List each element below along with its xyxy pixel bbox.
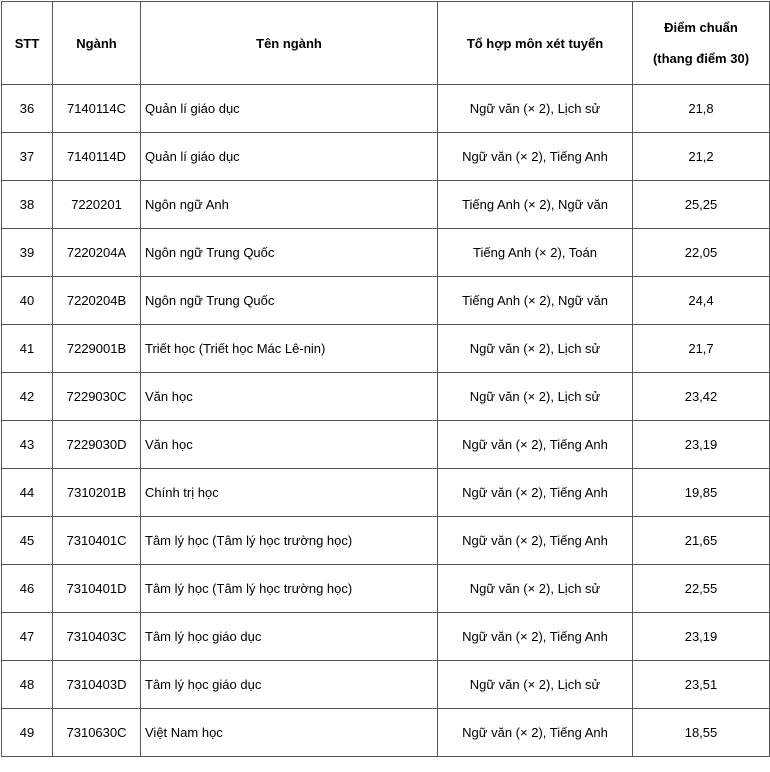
cell-stt: 48	[2, 661, 53, 709]
cell-stt: 45	[2, 517, 53, 565]
cell-score: 22,55	[633, 565, 770, 613]
cell-score: 21,8	[633, 85, 770, 133]
cell-combo: Ngữ văn (× 2), Lịch sử	[438, 85, 633, 133]
cell-name: Ngôn ngữ Trung Quốc	[141, 277, 438, 325]
header-score	[633, 2, 770, 85]
cell-score: 21,2	[633, 133, 770, 181]
cell-code: 7310401C	[53, 517, 141, 565]
cell-code: 7310403D	[53, 661, 141, 709]
table-row	[2, 469, 770, 517]
table-row	[2, 517, 770, 565]
cell-code: 7310403C	[53, 613, 141, 661]
cell-code: 7140114D	[53, 133, 141, 181]
cell-code: 7229030D	[53, 421, 141, 469]
cell-code: 7310201B	[53, 469, 141, 517]
cell-name: Triết học (Triết học Mác Lê-nin)	[141, 325, 438, 373]
cell-score: 22,05	[633, 229, 770, 277]
cell-score: 19,85	[633, 469, 770, 517]
cell-name: Việt Nam học	[141, 709, 438, 757]
cell-name: Tâm lý học (Tâm lý học trường học)	[141, 565, 438, 613]
cell-stt: 47	[2, 613, 53, 661]
cell-name: Tâm lý học giáo dục	[141, 661, 438, 709]
cell-name: Tâm lý học giáo dục	[141, 613, 438, 661]
table-row	[2, 613, 770, 661]
cell-score: 24,4	[633, 277, 770, 325]
cell-combo: Tiếng Anh (× 2), Ngữ văn	[438, 277, 633, 325]
cell-stt: 40	[2, 277, 53, 325]
cell-stt: 46	[2, 565, 53, 613]
cell-stt: 41	[2, 325, 53, 373]
header-score-title: Điểm chuẩn	[664, 20, 738, 35]
cell-stt: 49	[2, 709, 53, 757]
cell-name: Văn học	[141, 421, 438, 469]
table-row	[2, 181, 770, 229]
cell-score: 23,19	[633, 421, 770, 469]
cell-name: Ngôn ngữ Anh	[141, 181, 438, 229]
cell-name: Tâm lý học (Tâm lý học trường học)	[141, 517, 438, 565]
cell-score: 25,25	[633, 181, 770, 229]
cell-combo: Ngữ văn (× 2), Tiếng Anh	[438, 421, 633, 469]
cell-combo: Ngữ văn (× 2), Lịch sử	[438, 325, 633, 373]
cell-stt: 36	[2, 85, 53, 133]
cell-name: Chính trị học	[141, 469, 438, 517]
cell-combo: Ngữ văn (× 2), Lịch sử	[438, 661, 633, 709]
cell-combo: Ngữ văn (× 2), Tiếng Anh	[438, 517, 633, 565]
table-row	[2, 421, 770, 469]
cell-stt: 38	[2, 181, 53, 229]
cell-score: 21,65	[633, 517, 770, 565]
table-body	[2, 85, 770, 757]
header-score-scale: (thang điểm 30)	[652, 51, 750, 66]
header-stt: STT	[2, 2, 53, 85]
header-name: Tên ngành	[141, 2, 438, 85]
table-row	[2, 661, 770, 709]
admission-score-table	[1, 1, 770, 757]
cell-name: Quản lí giáo dục	[141, 85, 438, 133]
header-combo: Tổ hợp môn xét tuyển	[438, 2, 633, 85]
cell-combo: Ngữ văn (× 2), Lịch sử	[438, 373, 633, 421]
table-row	[2, 229, 770, 277]
cell-combo: Tiếng Anh (× 2), Ngữ văn	[438, 181, 633, 229]
header-row	[2, 2, 770, 85]
cell-code: 7229001B	[53, 325, 141, 373]
cell-code: 7229030C	[53, 373, 141, 421]
cell-combo: Tiếng Anh (× 2), Toán	[438, 229, 633, 277]
cell-name: Quản lí giáo dục	[141, 133, 438, 181]
cell-score: 23,42	[633, 373, 770, 421]
cell-stt: 42	[2, 373, 53, 421]
cell-combo: Ngữ văn (× 2), Tiếng Anh	[438, 709, 633, 757]
table-row	[2, 565, 770, 613]
table-row	[2, 133, 770, 181]
cell-stt: 44	[2, 469, 53, 517]
cell-stt: 37	[2, 133, 53, 181]
cell-code: 7220204B	[53, 277, 141, 325]
cell-stt: 43	[2, 421, 53, 469]
cell-combo: Ngữ văn (× 2), Tiếng Anh	[438, 613, 633, 661]
cell-score: 23,19	[633, 613, 770, 661]
cell-combo: Ngữ văn (× 2), Tiếng Anh	[438, 133, 633, 181]
cell-code: 7310401D	[53, 565, 141, 613]
cell-code: 7140114C	[53, 85, 141, 133]
cell-combo: Ngữ văn (× 2), Lịch sử	[438, 565, 633, 613]
cell-score: 21,7	[633, 325, 770, 373]
cell-code: 7220201	[53, 181, 141, 229]
cell-score: 23,51	[633, 661, 770, 709]
cell-combo: Ngữ văn (× 2), Tiếng Anh	[438, 469, 633, 517]
table-row	[2, 277, 770, 325]
cell-score: 18,55	[633, 709, 770, 757]
table-row	[2, 373, 770, 421]
table-row	[2, 709, 770, 757]
table-row	[2, 85, 770, 133]
cell-name: Văn học	[141, 373, 438, 421]
table-row	[2, 325, 770, 373]
header-code: Ngành	[53, 2, 141, 85]
cell-code: 7220204A	[53, 229, 141, 277]
cell-code: 7310630C	[53, 709, 141, 757]
cell-name: Ngôn ngữ Trung Quốc	[141, 229, 438, 277]
cell-stt: 39	[2, 229, 53, 277]
